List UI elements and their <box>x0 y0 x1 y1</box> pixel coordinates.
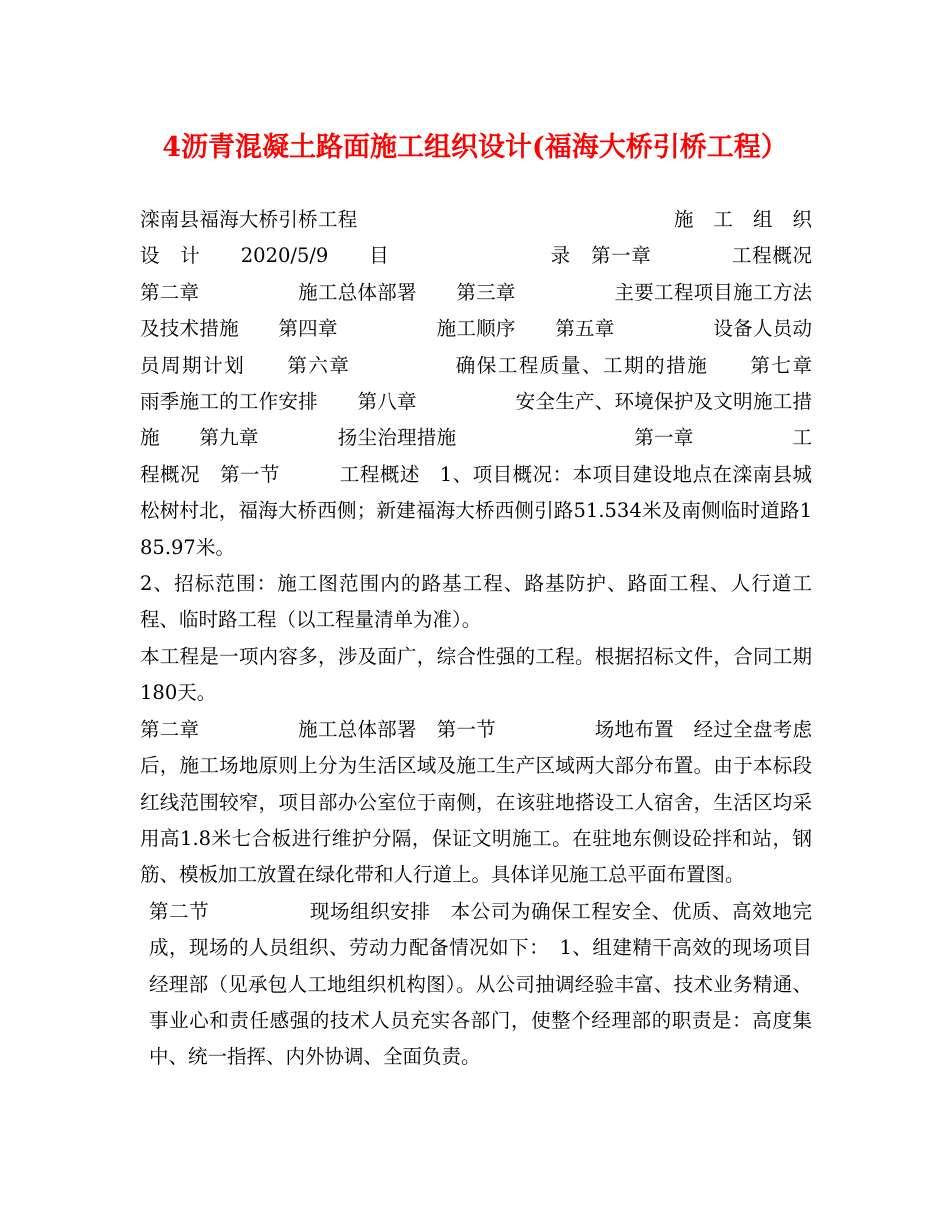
paragraph-site-organization: 第二节 现场组织安排 本公司为确保工程安全、优质、高效地完成，现场的人员组织、劳动力配备情况如下： 1、组建精干高效的现场项目经理部（见承包人工地组织机构图）。从公司抽调经验丰富、技术业务精通、事业心和责任感强的技术人员充实各部门，使整个经理部的职责是：高度集中、统一指挥、内外协调、全面负责。 <box>149 899 812 1069</box>
paragraph-contract-period: 本工程是一项内容多，涉及面广，综合性强的工程。根据招标文件，合同工期180天。 <box>140 644 812 705</box>
paragraph-bid-scope: 2、招标范围：施工图范围内的路基工程、路基防护、路面工程、人行道工程、临时路工程（以工程量清单为准）。 <box>140 572 812 632</box>
paragraph-site-layout: 第二章 施工总体部署 第一节 场地布置 经过全盘考虑后，施工场地原则上分为生活区域及施工生产区域两大部分布置。由于本标段红线范围较窄，项目部办公室位于南侧，在该驻地搭设工人宿舍，生活区均采用高1.8米七合板进行维护分隔，保证文明施工。在驻地东侧设砼拌和站，钢筋、模板加工放置在绿化带和人行道上。具体详见施工总平面布置图。 <box>140 717 812 887</box>
document-title: 4沥青混凝土路面施工组织设计(福海大桥引桥工程） <box>162 132 788 163</box>
paragraph-toc-overview: 滦南县福海大桥引桥工程 施 工 组 织 设 计 2020/5/9 目 录 第一章 工程概况 第二章 施工总体部署 第三章 主要工程项目施工方法及技术措施 第四章 施工顺序 第五章 设备人员动员周期计划 第六章 确保工程质量、工期的措施 第七章 雨季施工的工作安排 第八章 安全生产、环境保护及文明施工措施 第九章 扬尘治理措施 第一章 工程概况 第一节 工程概述 1、项目概况：本项目建设地点在滦南县城松树村北，福海大桥西侧；新建福海大桥西侧引路51.534米及南侧临时道路185.97米。 <box>140 208 910 559</box>
document-body <box>140 202 910 1076</box>
